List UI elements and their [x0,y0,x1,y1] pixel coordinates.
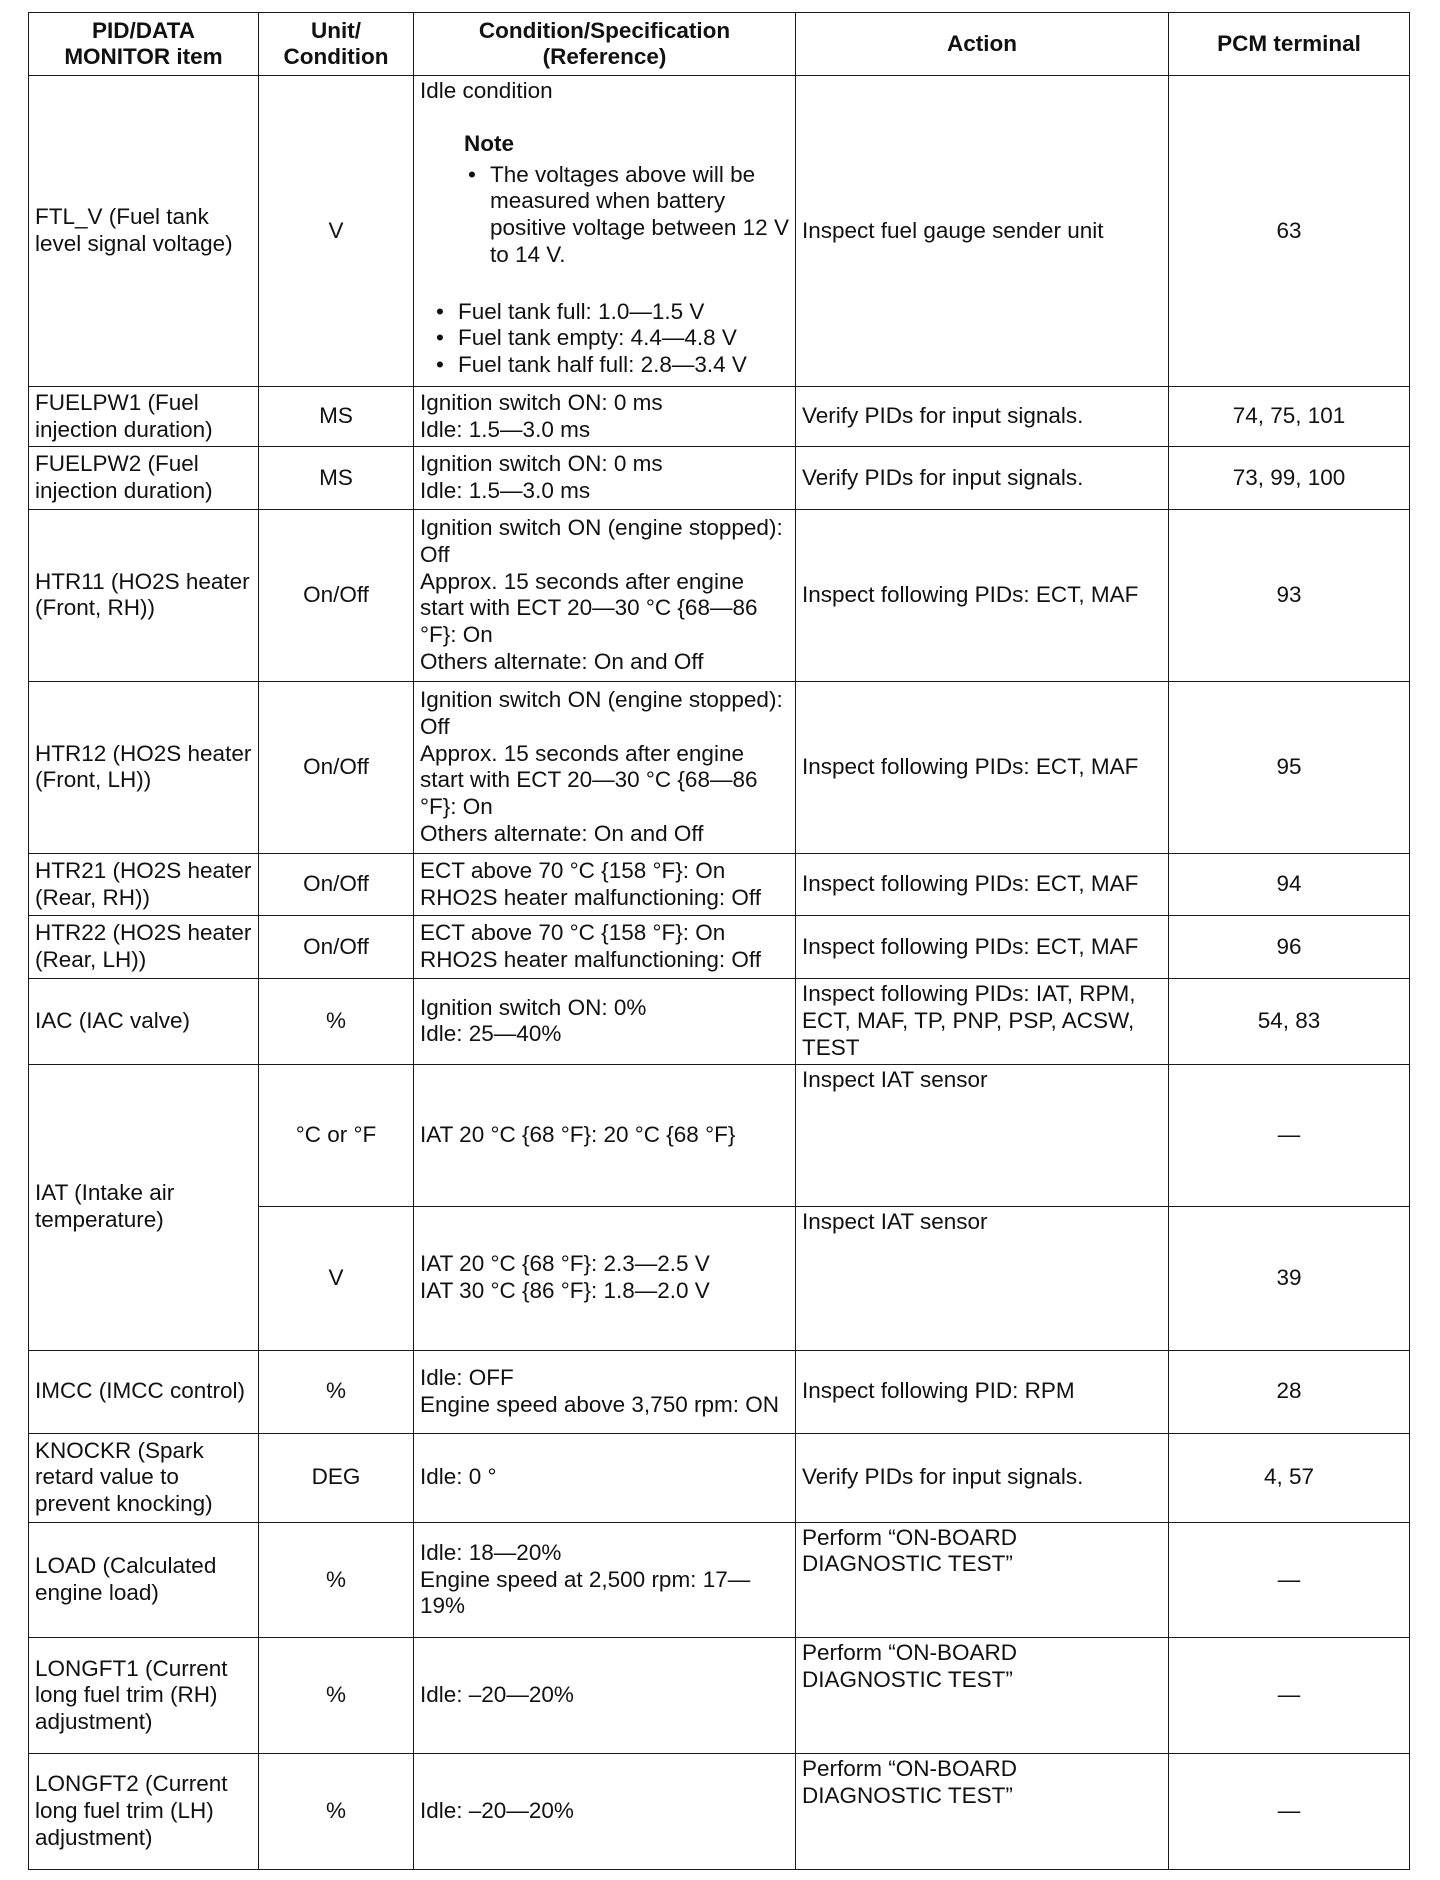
condition-cell [414,1522,796,1638]
condition-line: Idle: –20—20% [420,1682,574,1708]
condition-line: Ignition switch ON: 0% [420,994,647,1020]
spec-bullet-list [432,299,789,379]
item-cell: IAC (IAC valve) [29,978,259,1064]
condition-cell [414,1638,796,1754]
table-row-htr22 [29,916,1410,978]
condition-line: Approx. 15 seconds after engine start with ECT 20—30 °C {68—86 °F}: On [420,568,758,648]
terminal-cell: 54, 83 [1169,978,1410,1064]
unit-cell: % [259,1638,414,1754]
terminal-cell: 28 [1169,1350,1410,1434]
table-row-knockr [29,1434,1410,1523]
condition-line: Engine speed at 2,500 rpm: 17—19% [420,1566,751,1619]
condition-line: Others alternate: On and Off [420,821,704,846]
action-cell: Inspect following PID: RPM [796,1350,1169,1434]
terminal-cell: — [1169,1064,1410,1206]
terminal-cell: 96 [1169,916,1410,978]
terminal-cell: 93 [1169,509,1410,681]
terminal-cell: — [1169,1638,1410,1754]
table-row-htr12 [29,681,1410,853]
condition-cell [414,387,796,447]
action-cell: Inspect following PIDs: ECT, MAF [796,509,1169,681]
unit-cell: V [259,76,414,387]
unit-cell: °C or °F [259,1064,414,1206]
action-cell: Perform “ON-BOARD DIAGNOSTIC TEST” [796,1754,1169,1870]
table-row-imcc [29,1350,1410,1434]
unit-cell: DEG [259,1434,414,1523]
unit-cell: % [259,1522,414,1638]
terminal-cell: 73, 99, 100 [1169,447,1410,509]
spec-bullet: • Fuel tank empty: 4.4—4.8 V [432,325,789,352]
condition-cell [414,447,796,509]
spec-bullet: • Fuel tank full: 1.0—1.5 V [432,299,789,326]
unit-cell: MS [259,447,414,509]
header-unit: Unit/ Condition [259,13,414,76]
header-terminal: PCM terminal [1169,13,1410,76]
condition-line: Others alternate: On and Off [420,648,704,674]
item-cell: FTL_V (Fuel tank level signal voltage) [29,76,259,387]
unit-cell: On/Off [259,854,414,916]
note-list [464,162,789,269]
terminal-cell: 94 [1169,854,1410,916]
header-condition: Condition/Specification (Reference) [414,13,796,76]
table-row-htr21 [29,854,1410,916]
item-cell: KNOCKR (Spark retard value to prevent knocking) [29,1434,259,1523]
item-cell: LONGFT1 (Current long fuel trim (RH) adjustment) [29,1638,259,1754]
unit-cell: V [259,1206,414,1350]
condition-cell [414,76,796,387]
condition-line: Ignition switch ON (engine stopped): Off [420,515,783,567]
table-row-fuelpw1 [29,387,1410,447]
action-cell: Verify PIDs for input signals. [796,1434,1169,1523]
condition-line: RHO2S heater malfunctioning: Off [420,947,762,973]
condition-line: IAT 20 °C {68 °F}: 2.3—2.5 V [420,1251,710,1277]
condition-cell [414,1206,796,1350]
action-cell: Perform “ON-BOARD DIAGNOSTIC TEST” [796,1638,1169,1754]
header-row [29,13,1410,76]
unit-cell: MS [259,387,414,447]
unit-cell: On/Off [259,509,414,681]
note-text: • The voltages above will be measured when battery positive voltage between 12 V to 14 V. [464,162,789,269]
item-cell: HTR21 (HO2S heater (Rear, RH)) [29,854,259,916]
condition-line: Idle: OFF [420,1365,514,1391]
condition-line: RHO2S heater malfunctioning: Off [420,884,762,910]
condition-cell [414,916,796,978]
action-cell: Inspect following PIDs: ECT, MAF [796,854,1169,916]
action-cell: Verify PIDs for input signals. [796,387,1169,447]
terminal-cell: 39 [1169,1206,1410,1350]
unit-cell: On/Off [259,916,414,978]
item-cell: IMCC (IMCC control) [29,1350,259,1434]
condition-cell [414,509,796,681]
condition-line: ECT above 70 °C {158 °F}: On [420,920,726,946]
table-row-fuelpw2 [29,447,1410,509]
unit-cell: % [259,978,414,1064]
action-cell: Inspect fuel gauge sender unit [796,76,1169,387]
condition-line: IAT 20 °C {68 °F}: 20 °C {68 °F} [420,1121,736,1147]
action-cell: Inspect IAT sensor [796,1064,1169,1206]
header-item: PID/DATA MONITOR item [29,13,259,76]
terminal-cell: — [1169,1754,1410,1870]
condition-line: Idle: 1.5—3.0 ms [420,416,591,442]
table-row-iat-1 [29,1064,1410,1206]
item-cell: HTR12 (HO2S heater (Front, LH)) [29,681,259,853]
terminal-cell: 95 [1169,681,1410,853]
pid-monitor-table [28,12,1410,1870]
spec-bullet: • Fuel tank half full: 2.8—3.4 V [432,352,789,379]
action-cell: Inspect following PIDs: ECT, MAF [796,916,1169,978]
item-cell: FUELPW1 (Fuel injection duration) [29,387,259,447]
condition-line: Idle: 1.5—3.0 ms [420,478,591,504]
item-cell: IAT (Intake air temperature) [29,1064,259,1350]
condition-cell [414,1434,796,1523]
item-cell: HTR11 (HO2S heater (Front, RH)) [29,509,259,681]
condition-cell [414,1754,796,1870]
item-cell: LONGFT2 (Current long fuel trim (LH) adjustment) [29,1754,259,1870]
condition-line: Approx. 15 seconds after engine start with ECT 20—30 °C {68—86 °F}: On [420,740,758,820]
condition-line: IAT 30 °C {86 °F}: 1.8—2.0 V [420,1278,710,1304]
header-action: Action [796,13,1169,76]
table-row-longft2 [29,1754,1410,1870]
item-cell: HTR22 (HO2S heater (Rear, LH)) [29,916,259,978]
unit-cell: On/Off [259,681,414,853]
table-row-ftl-v [29,76,1410,387]
condition-cell [414,978,796,1064]
table-row-load [29,1522,1410,1638]
unit-cell: % [259,1754,414,1870]
condition-intro: Idle condition [420,78,553,103]
condition-line: Ignition switch ON: 0 ms [420,451,663,477]
condition-line: Ignition switch ON: 0 ms [420,389,663,415]
condition-cell [414,854,796,916]
condition-cell [414,681,796,853]
condition-line: Idle: 18—20% [420,1539,562,1565]
terminal-cell: 63 [1169,76,1410,387]
unit-cell: % [259,1350,414,1434]
table-row-longft1 [29,1638,1410,1754]
condition-line: Ignition switch ON (engine stopped): Off [420,687,783,739]
condition-line: Idle: –20—20% [420,1798,574,1824]
item-cell: LOAD (Calculated engine load) [29,1522,259,1638]
condition-line: Engine speed above 3,750 rpm: ON [420,1391,779,1417]
condition-line: ECT above 70 °C {158 °F}: On [420,857,726,883]
condition-line: Idle: 0 ° [420,1464,497,1490]
action-cell: Verify PIDs for input signals. [796,447,1169,509]
terminal-cell: 4, 57 [1169,1434,1410,1523]
item-cell: FUELPW2 (Fuel injection duration) [29,447,259,509]
action-cell: Inspect following PIDs: ECT, MAF [796,681,1169,853]
note-title: Note [464,130,514,156]
condition-cell [414,1350,796,1434]
condition-cell [414,1064,796,1206]
action-cell: Inspect following PIDs: IAT, RPM, ECT, MAF, TP, PNP, PSP, ACSW, TEST [796,978,1169,1064]
action-cell: Inspect IAT sensor [796,1206,1169,1350]
condition-line: Idle: 25—40% [420,1021,562,1047]
action-cell: Perform “ON-BOARD DIAGNOSTIC TEST” [796,1522,1169,1638]
terminal-cell: 74, 75, 101 [1169,387,1410,447]
table-row-iac [29,978,1410,1064]
terminal-cell: — [1169,1522,1410,1638]
table-row-htr11 [29,509,1410,681]
